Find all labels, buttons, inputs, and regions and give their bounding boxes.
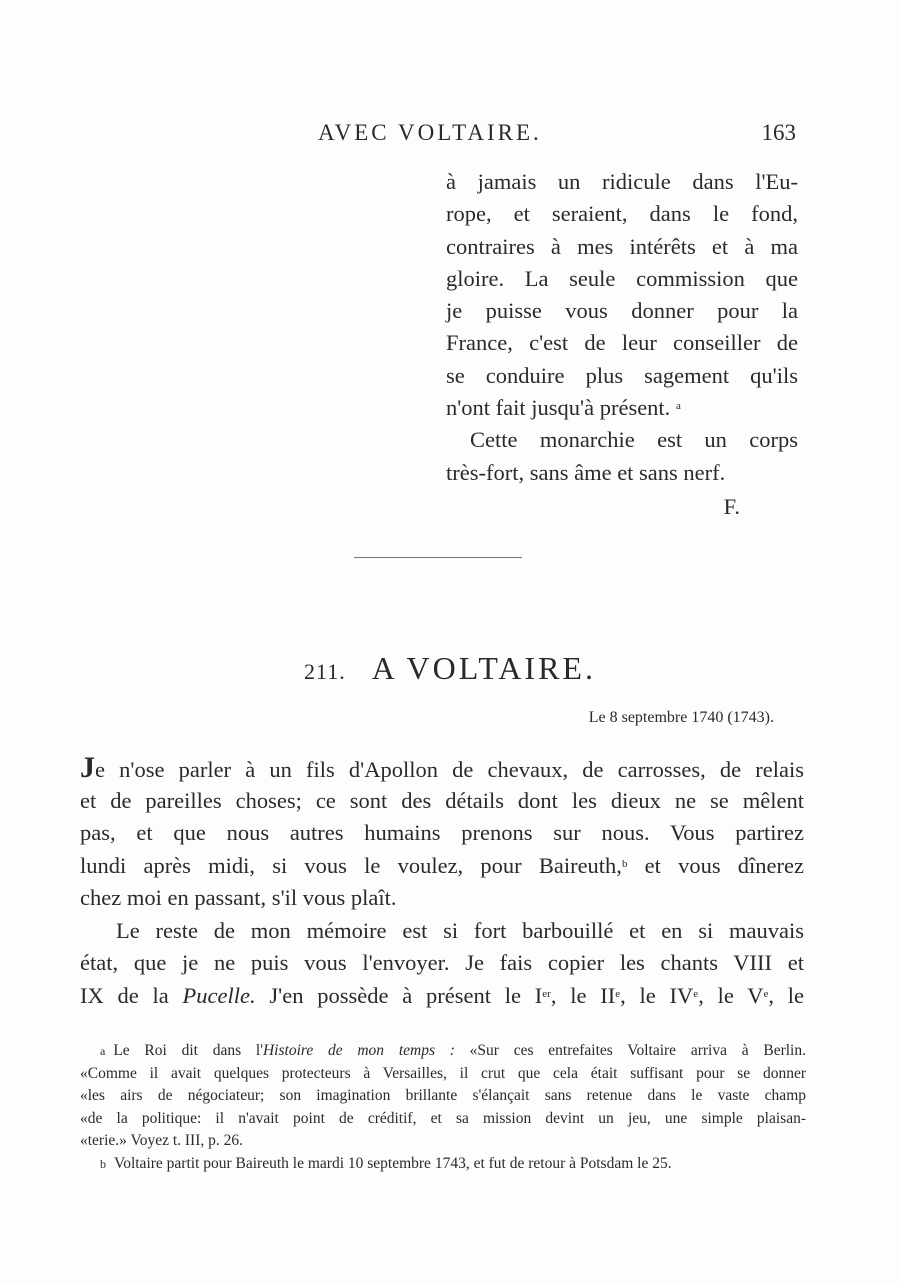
text-segment: IX de la [80,982,183,1008]
letter-number: 211. [304,659,346,684]
superscript: er [542,987,551,1000]
text-segment: , le [768,982,804,1008]
text-line [80,980,804,1013]
text-line: à jamais un ridicule dans l'Eu- [446,169,798,194]
text-segment: , le IV [620,982,694,1008]
text-line: Le reste de mon mémoire est si fort barbouillé et en si mauvais [116,917,804,943]
text-line [446,392,798,424]
superscript: e [693,987,699,1000]
italic-title: Histoire de mon temps : [262,1042,455,1059]
footnotes [80,1040,806,1176]
text-line: état, que je ne puis vous l'envoyer. Je fais copier les chants VIII et [80,950,804,975]
text-segment: Le Roi dit dans l' [113,1042,263,1059]
text-line: et de pareilles choses; ce sont des détails dont les dieux ne se mêlent [80,787,804,813]
text-segment: , le V [698,982,764,1008]
previous-letter-ending [446,166,798,523]
dateline: Le 8 septembre 1740 (1743). [588,709,774,726]
section-divider [354,557,522,558]
footnote-mark-b: b [100,1156,106,1171]
text-line: très-fort, sans âme et sans nerf. [446,459,726,485]
text-line: rope, et seraient, dans le fond, [446,201,798,227]
text-line [80,850,804,883]
text-line: contraires à mes intérêts et à ma [446,233,798,259]
italic-title: Pucelle. [182,982,256,1008]
drop-cap: J [80,751,95,784]
text-line: Cette monarchie est un corps [470,427,798,453]
text-line: gloire. La seule commission que [446,265,798,291]
text-line: chez moi en passant, s'il vous plaît. [80,885,397,910]
text-line: se conduire plus sagement qu'ils [446,362,798,388]
text-segment: n'ont fait jusqu'à présent. [446,395,671,421]
footnote-a-line: «les airs de négociateur; son imagination brillante s'élançait sans retenue dans le vaste champ [80,1087,806,1105]
footnote-a-line: «Comme il avait quelques protecteurs à Versailles, il crut que cela était suffisant pour se donner [80,1064,806,1082]
text-line: pas, et que nous autres humains prenons sur nous. Vous partirez [80,820,804,845]
footnote-mark-a: a [100,1044,106,1058]
text-segment: lundi après midi, si vous le voulez, pour Baireuth, [80,852,622,878]
text-line [80,752,804,785]
footnote-ref-a[interactable]: a [675,400,681,413]
text-segment: Voltaire partit pour Baireuth le mardi 10 septembre 1743, et fut de retour à Potsdam le 25. [114,1154,672,1172]
running-head-title: AVEC VOLTAIRE. [318,120,542,145]
text-line: je puisse vous donner pour la [446,298,798,324]
text-segment: J'en possède à présent le I [255,982,543,1008]
letter-body [80,752,804,1012]
superscript: e [763,987,769,1000]
text-segment: e n'ose parler à un fils d'Apollon de chevaux, de carrosses, de relais [95,757,804,782]
signature: F. [723,493,740,519]
superscript: e [615,987,621,1000]
running-head [0,120,900,152]
text-line: France, c'est de leur conseiller de [446,330,798,356]
letter-title: A VOLTAIRE. [371,650,596,686]
footnote-ref-b[interactable]: b [621,857,628,870]
text-segment: «Sur ces entrefaites Voltaire arriva à Berlin. [454,1042,806,1059]
footnote-a-line: «de la politique: il n'avait point de créditif, et sa mission devint un jeu, une simple plaisan- [80,1109,806,1127]
letter-heading [0,650,900,687]
page-number: 163 [761,120,796,145]
text-segment: , le II [550,982,616,1008]
footnote-a-line [80,1040,806,1063]
footnote-a-line: «terie.» Voyez t. III, p. 26. [80,1132,243,1150]
footnote-b-line [80,1153,806,1176]
text-segment: et vous dînerez [627,852,804,878]
